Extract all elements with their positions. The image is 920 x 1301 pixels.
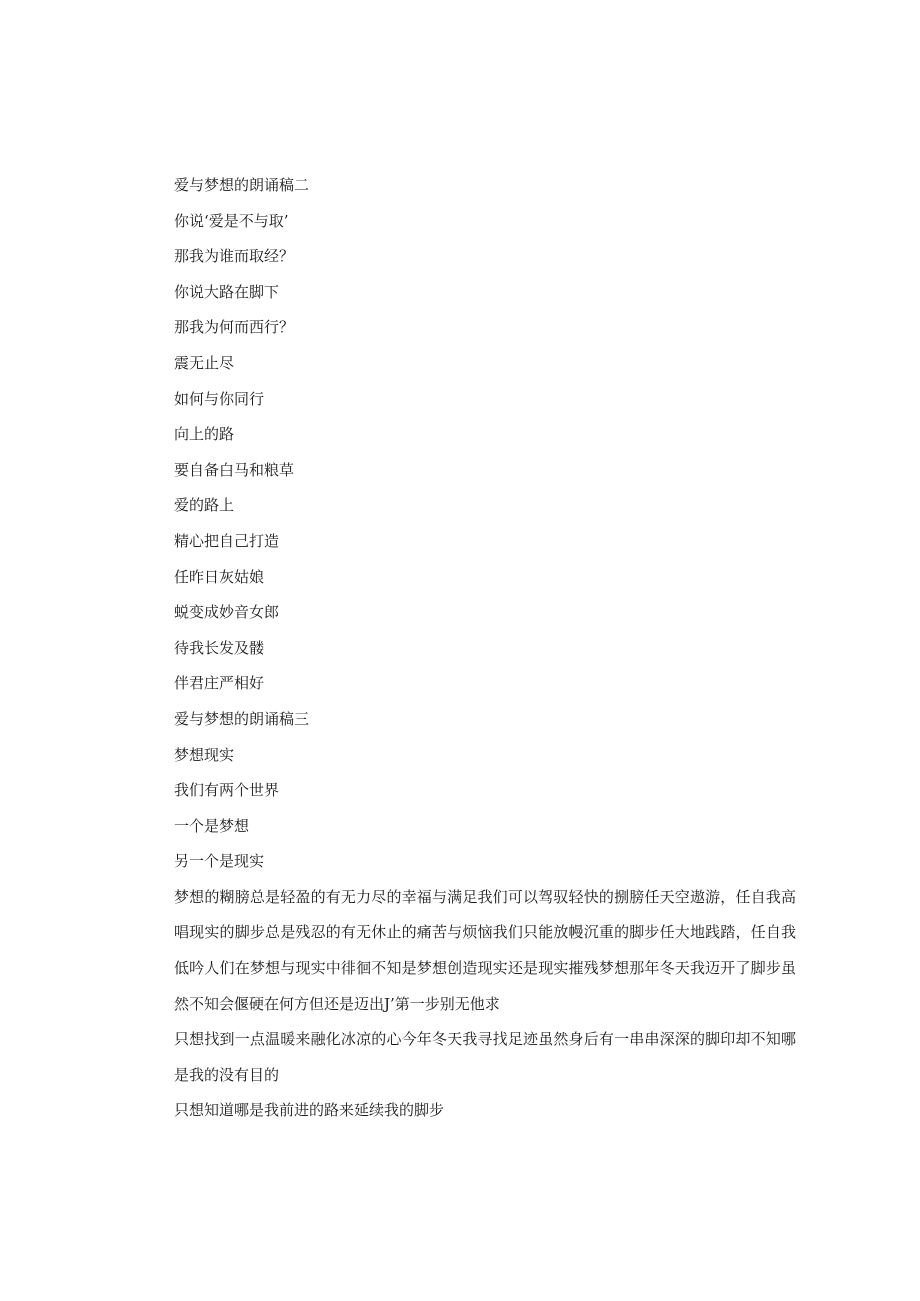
document-line: 要自备白马和粮草 [174, 460, 295, 479]
document-line: 你说‘爱是不与取’ [174, 211, 289, 230]
document-line: 精心把自己打造 [174, 531, 280, 550]
document-line: 如何与你同行 [174, 389, 265, 408]
document-paragraph: 只想找到一点温暖来融化冰凉的心今年冬天我寻找足迹虽然身后有一串串深深的脚印却不知哪是我的没有目的 [174, 1030, 796, 1084]
document-line: 我们有两个世界 [174, 781, 280, 800]
document-line: 你说大路在脚下 [174, 282, 280, 301]
document-body [174, 168, 796, 1129]
document-line: 一个是梦想 [174, 816, 250, 835]
document-line: 蜕变成妙音女郎 [174, 603, 280, 622]
document-line: 震无止尽 [174, 353, 235, 372]
document-line: 另一个是现实 [174, 852, 265, 871]
document-paragraph: 只想知道哪是我前进的路来延续我的脚步 [174, 1101, 445, 1120]
document-line: 那我为谁而取经？ [174, 247, 295, 266]
document-line: 那我为何而西行？ [174, 318, 295, 337]
document-line: 爱的路上 [174, 496, 235, 515]
document-line: 待我长发及髅 [174, 638, 265, 657]
document-line: 爱与梦想的朗诵稿三 [174, 709, 310, 728]
document-line: 任昨日灰姑娘 [174, 567, 265, 586]
document-paragraph: 梦想的糊膀总是轻盈的有无力尽的幸福与满足我们可以驾驭轻快的捌膀任天空遨游，任自我高唱现实的脚步总是残忍的有无休止的痛苦与烦恼我们只能放幔沉重的脚步任大地践踏，任自我低吟人们在梦想与现实中徘徊不知是梦想创造现实还是现实摧残梦想那年冬天我迈开了脚步虽然不知会偃硬在何方但还是迈出J’第一步别无他求 [174, 887, 796, 1013]
document-line: 伴君庄严相好 [174, 674, 265, 693]
document-line: 向上的路 [174, 425, 235, 444]
document-line: 梦想现实 [174, 745, 235, 764]
document-line: 爱与梦想的朗诵稿二 [174, 176, 310, 194]
